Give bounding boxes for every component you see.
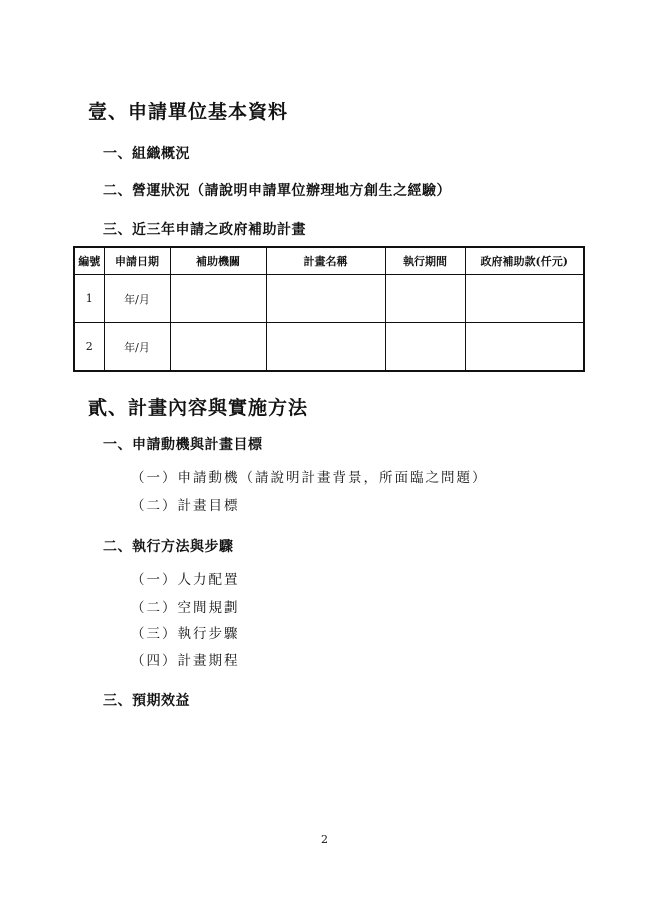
grant-table <box>73 246 585 372</box>
table-cell <box>170 323 266 372</box>
table-cell: 年/月 <box>104 275 170 323</box>
column-header-grant-amount: 政府補助款(仟元) <box>465 247 584 275</box>
table-cell: 年/月 <box>104 323 170 372</box>
item-staffing: （一）人力配置 <box>131 572 240 588</box>
table-cell <box>385 323 465 372</box>
column-header-funding-agency: 補助機關 <box>170 247 266 275</box>
column-header-number: 編號 <box>74 247 104 275</box>
item-operation-status: 二、營運狀況（請說明申請單位辦理地方創生之經驗） <box>103 183 451 199</box>
subsection-methods-steps: 二、執行方法與步驟 <box>103 539 234 555</box>
subsection-motivation-goals: 一、申請動機與計畫目標 <box>103 437 263 453</box>
table-cell <box>266 323 385 372</box>
table-header-row <box>74 247 584 275</box>
item-goals: （二）計畫目標 <box>131 498 240 514</box>
table-row <box>74 275 584 323</box>
item-space-planning: （二）空間規劃 <box>131 600 240 616</box>
table-cell <box>170 275 266 323</box>
table-cell <box>266 275 385 323</box>
subsection-expected-benefits: 三、預期效益 <box>103 693 190 709</box>
table-cell <box>465 323 584 372</box>
page-number: 2 <box>321 833 328 846</box>
table-cell <box>385 275 465 323</box>
item-schedule: （四）計畫期程 <box>131 653 240 669</box>
item-government-grants: 三、近三年申請之政府補助計畫 <box>103 222 306 238</box>
item-organization-overview: 一、組織概況 <box>103 146 190 162</box>
table-row <box>74 323 584 372</box>
column-header-execution-period: 執行期間 <box>385 247 465 275</box>
item-execution-steps: （三）執行步驟 <box>131 626 240 642</box>
section-heading-1: 壹、申請單位基本資料 <box>88 101 289 123</box>
column-header-apply-date: 申請日期 <box>104 247 170 275</box>
item-motivation: （一）申請動機（請說明計畫背景，所面臨之問題） <box>131 470 488 486</box>
column-header-plan-name: 計畫名稱 <box>266 247 385 275</box>
table-cell: 2 <box>74 323 104 372</box>
section-heading-2: 貳、計畫內容與實施方法 <box>88 397 309 419</box>
table-cell <box>465 275 584 323</box>
table-cell: 1 <box>74 275 104 323</box>
